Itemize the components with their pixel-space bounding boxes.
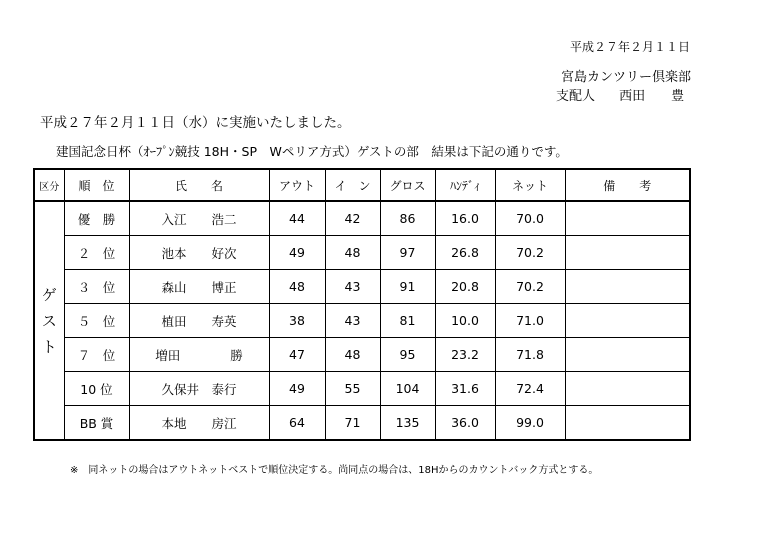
handicap-cell: 31.6 bbox=[435, 372, 495, 406]
rank-cell: 優 勝 bbox=[64, 201, 129, 236]
out-score-cell: 49 bbox=[269, 236, 325, 270]
rank-cell: ５ 位 bbox=[64, 304, 129, 338]
handicap-cell: 20.8 bbox=[435, 270, 495, 304]
table-row bbox=[34, 406, 690, 441]
net-score-cell: 70.2 bbox=[495, 270, 565, 304]
out-score-cell: 44 bbox=[269, 201, 325, 236]
handicap-cell: 16.0 bbox=[435, 201, 495, 236]
header-out: アウト bbox=[269, 169, 325, 201]
remarks-cell bbox=[565, 304, 690, 338]
in-score-cell: 48 bbox=[325, 236, 380, 270]
net-score-cell: 70.0 bbox=[495, 201, 565, 236]
player-name-cell: 森山 博正 bbox=[129, 270, 269, 304]
rank-cell: 10 位 bbox=[64, 372, 129, 406]
rank-cell: BB 賞 bbox=[64, 406, 129, 441]
remarks-cell bbox=[565, 406, 690, 441]
header-handicap: ﾊﾝﾃﾞｨ bbox=[435, 169, 495, 201]
remarks-cell bbox=[565, 338, 690, 372]
gross-score-cell: 86 bbox=[380, 201, 435, 236]
division-guest-label bbox=[34, 201, 64, 440]
net-score-cell: 71.8 bbox=[495, 338, 565, 372]
handicap-cell: 10.0 bbox=[435, 304, 495, 338]
gross-score-cell: 97 bbox=[380, 236, 435, 270]
net-score-cell: 99.0 bbox=[495, 406, 565, 441]
remarks-cell bbox=[565, 372, 690, 406]
table-row bbox=[34, 304, 690, 338]
gross-score-cell: 135 bbox=[380, 406, 435, 441]
gross-score-cell: 104 bbox=[380, 372, 435, 406]
header-net: ネット bbox=[495, 169, 565, 201]
out-score-cell: 47 bbox=[269, 338, 325, 372]
in-score-cell: 42 bbox=[325, 201, 380, 236]
header-remarks: 備 考 bbox=[565, 169, 690, 201]
table-row bbox=[34, 372, 690, 406]
remarks-cell bbox=[565, 201, 690, 236]
player-name-cell: 入江 浩二 bbox=[129, 201, 269, 236]
player-name-cell: 池本 好次 bbox=[129, 236, 269, 270]
handicap-cell: 23.2 bbox=[435, 338, 495, 372]
results-table bbox=[33, 168, 691, 441]
president-title: 支配人 bbox=[556, 89, 596, 104]
table-row bbox=[34, 270, 690, 304]
in-score-cell: 48 bbox=[325, 338, 380, 372]
table-row bbox=[34, 338, 690, 372]
net-score-cell: 72.4 bbox=[495, 372, 565, 406]
rank-cell: ３ 位 bbox=[64, 270, 129, 304]
handicap-cell: 36.0 bbox=[435, 406, 495, 441]
out-score-cell: 49 bbox=[269, 372, 325, 406]
remarks-cell bbox=[565, 270, 690, 304]
rank-cell: ２ 位 bbox=[64, 236, 129, 270]
header-name: 氏 名 bbox=[129, 169, 269, 201]
net-score-cell: 70.2 bbox=[495, 236, 565, 270]
event-description: 建国記念日杯（ｵｰﾌﾟﾝ競技 18H・SP Wペリア方式）ゲストの部 結果は下記の通りです。 bbox=[56, 144, 568, 159]
out-score-cell: 48 bbox=[269, 270, 325, 304]
in-score-cell: 71 bbox=[325, 406, 380, 441]
header-rank: 順 位 bbox=[64, 169, 129, 201]
gross-score-cell: 81 bbox=[380, 304, 435, 338]
header-in: イ ン bbox=[325, 169, 380, 201]
table-header-row bbox=[34, 169, 690, 201]
gross-score-cell: 95 bbox=[380, 338, 435, 372]
in-score-cell: 55 bbox=[325, 372, 380, 406]
player-name-cell: 久保井 泰行 bbox=[129, 372, 269, 406]
net-score-cell: 71.0 bbox=[495, 304, 565, 338]
handicap-cell: 26.8 bbox=[435, 236, 495, 270]
in-score-cell: 43 bbox=[325, 270, 380, 304]
document-date: 平成２７年２月１１日 bbox=[570, 40, 691, 54]
out-score-cell: 38 bbox=[269, 304, 325, 338]
out-score-cell: 64 bbox=[269, 406, 325, 441]
header-division: 区分 bbox=[34, 169, 64, 201]
table-row bbox=[34, 236, 690, 270]
president-name: 西田 豊 bbox=[619, 89, 685, 104]
remarks-cell bbox=[565, 236, 690, 270]
gross-score-cell: 91 bbox=[380, 270, 435, 304]
footnote: ※ 同ネットの場合はアウトネットベストで順位決定する。尚同点の場合は、18Hからのカウントバック方式とする。 bbox=[70, 465, 599, 476]
table-row bbox=[34, 201, 690, 236]
header-gross: グロス bbox=[380, 169, 435, 201]
division-char: ゲ bbox=[41, 285, 57, 304]
division-char: ス bbox=[41, 311, 57, 330]
intro-text: 平成２７年２月１１日（水）に実施いたしました。 bbox=[40, 115, 351, 131]
rank-cell: ７ 位 bbox=[64, 338, 129, 372]
player-name-cell: 増田 勝 bbox=[129, 338, 269, 372]
player-name-cell: 本地 房江 bbox=[129, 406, 269, 441]
club-name: 宮島カンツリー倶楽部 bbox=[561, 70, 692, 85]
in-score-cell: 43 bbox=[325, 304, 380, 338]
player-name-cell: 植田 寿英 bbox=[129, 304, 269, 338]
division-char: ト bbox=[41, 337, 57, 356]
president-line bbox=[556, 85, 684, 104]
